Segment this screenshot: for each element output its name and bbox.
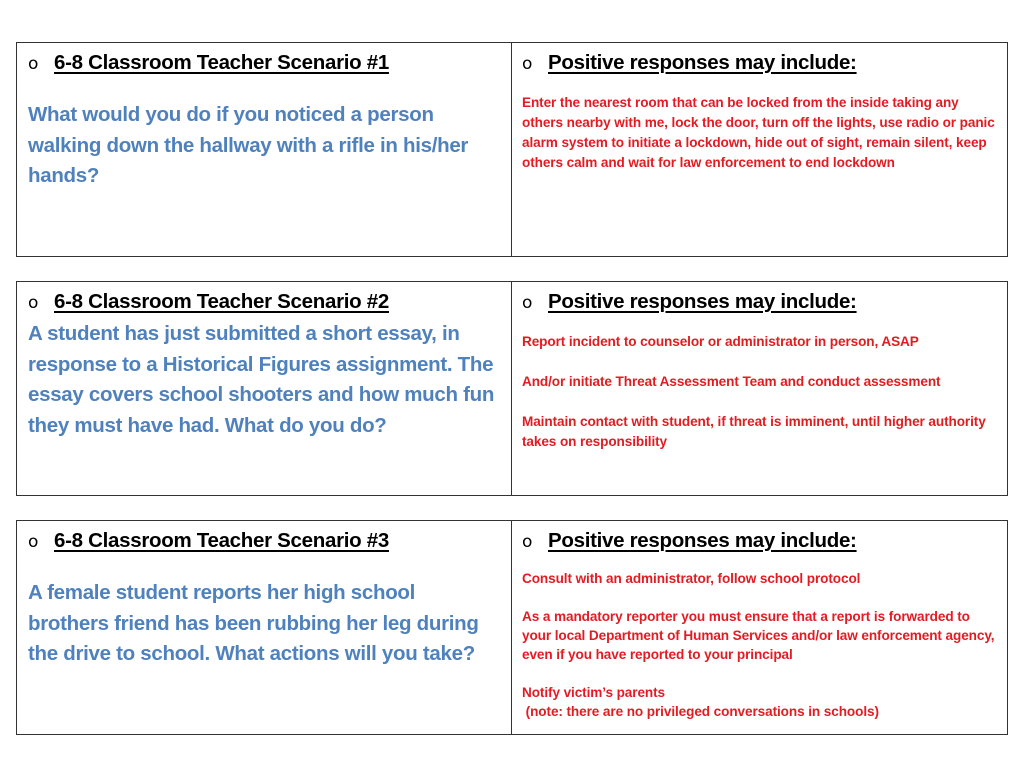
scenario-1-question: What would you do if you noticed a person walking down the hallway with a rifle in his/her hands? bbox=[28, 103, 469, 187]
scenario-3-title: 6-8 Classroom Teacher Scenario #3 bbox=[54, 529, 389, 552]
scenario-2-response-3: Maintain contact with student, if threat is imminent, until higher authority takes on responsibility bbox=[522, 414, 986, 449]
scenario-2-response-2: And/or initiate Threat Assessment Team and conduct assessment bbox=[522, 374, 941, 389]
scenario-3-heading bbox=[28, 529, 501, 554]
scenario-3-question: A female student reports her high school brothers friend has been rubbing her leg during the drive to school. What actions will you take? bbox=[28, 581, 479, 665]
scenario-2-question-cell bbox=[17, 282, 512, 495]
bullet-icon: o bbox=[522, 532, 533, 552]
scenario-2-title: 6-8 Classroom Teacher Scenario #2 bbox=[54, 290, 389, 313]
bullet-icon: o bbox=[28, 293, 39, 313]
scenario-3-response-2: As a mandatory reporter you must ensure that a report is forwarded to your local Department of Human Services and/or law enforcement agency, even if you have reported to your principal bbox=[522, 609, 995, 662]
scenario-1-table bbox=[16, 42, 1008, 257]
scenario-3-table bbox=[16, 520, 1008, 735]
scenario-2-responses-cell bbox=[512, 282, 1007, 495]
scenario-2-responses-header: Positive responses may include: bbox=[548, 290, 857, 313]
scenario-2-responses-heading bbox=[522, 290, 997, 315]
bullet-icon: o bbox=[522, 54, 533, 74]
scenario-3-response-3: Notify victim’s parents bbox=[522, 685, 665, 700]
scenario-2-question: A student has just submitted a short essay, in response to a Historical Figures assignment. The essay covers school shooters and how much fun they must have had. What do you do? bbox=[28, 322, 495, 437]
scenario-3-response-1: Consult with an administrator, follow school protocol bbox=[522, 571, 861, 586]
scenario-2-heading bbox=[28, 290, 501, 315]
bullet-icon: o bbox=[28, 54, 39, 74]
scenario-2-response-1: Report incident to counselor or administrator in person, ASAP bbox=[522, 334, 919, 349]
scenario-1-question-cell bbox=[17, 43, 512, 256]
scenario-1-responses-cell bbox=[512, 43, 1007, 256]
scenario-1-responses-header: Positive responses may include: bbox=[548, 51, 857, 74]
scenario-3-question-cell bbox=[17, 521, 512, 734]
scenario-3-responses-cell bbox=[512, 521, 1007, 734]
scenario-3-responses-heading bbox=[522, 529, 997, 554]
scenario-1-title: 6-8 Classroom Teacher Scenario #1 bbox=[54, 51, 389, 74]
bullet-icon: o bbox=[522, 293, 533, 313]
scenario-1-response-1: Enter the nearest room that can be locked from the inside taking any others nearby with me, lock the door, turn off the lights, use radio or panic alarm system to initiate a lockdown, hide out of sight, remain silent, keep others calm and wait for law enforcement to end lockdown bbox=[522, 95, 995, 170]
scenario-2-table bbox=[16, 281, 1008, 496]
scenario-3-responses-header: Positive responses may include: bbox=[548, 529, 857, 552]
scenario-1-responses-heading bbox=[522, 51, 997, 76]
scenario-3-response-note: (note: there are no privileged conversations in schools) bbox=[522, 704, 879, 719]
scenario-1-heading bbox=[28, 51, 501, 76]
bullet-icon: o bbox=[28, 532, 39, 552]
